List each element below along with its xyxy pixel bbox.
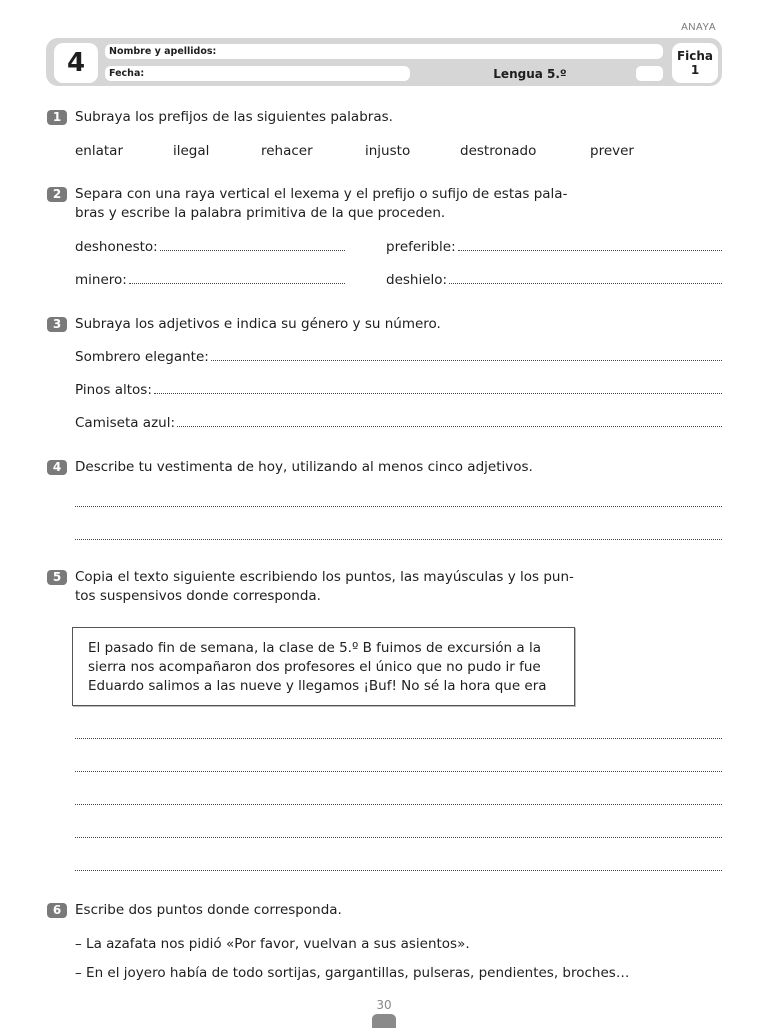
answer-line[interactable] [75, 836, 722, 838]
fill-label: Pinos altos: [75, 382, 152, 398]
question-3-number: 3 [47, 317, 67, 332]
answer-line[interactable] [75, 538, 722, 540]
answer-line[interactable] [458, 249, 722, 251]
fill-label: preferible: [386, 239, 456, 255]
question-2-number: 2 [47, 187, 67, 202]
fill-label: deshielo: [386, 272, 448, 288]
fill-label: Sombrero elegante: [75, 349, 209, 365]
text-line: sierra nos acompañaron dos profesores el único que no pudo ir fue [88, 659, 541, 675]
question-4-number: 4 [47, 460, 67, 475]
answer-line[interactable] [129, 282, 345, 284]
fill-row[interactable] [386, 239, 722, 255]
subject-label: Lengua 5.º [493, 67, 567, 81]
unit-number: 4 [54, 43, 98, 83]
word-item: ilegal [173, 143, 210, 159]
page-number: 30 [376, 998, 392, 1012]
answer-line[interactable] [160, 249, 345, 251]
page-tab [372, 1014, 396, 1028]
question-5-number: 5 [47, 570, 67, 585]
answer-line[interactable] [75, 770, 722, 772]
answer-line[interactable] [154, 392, 722, 394]
prompt-line: bras y escribe la palabra primitiva de la que proceden. [75, 205, 446, 221]
prompt-line: Copia el texto siguiente escribiendo los puntos, las mayúsculas y los pun- [75, 569, 574, 585]
answer-line[interactable] [177, 425, 722, 427]
sentence-line: – La azafata nos pidió «Por favor, vuelvan a sus asientos». [75, 936, 470, 952]
answer-line[interactable] [211, 359, 722, 361]
fill-row[interactable] [75, 382, 722, 398]
question-1-prompt: Subraya los prefijos de las siguientes palabras. [75, 109, 393, 125]
ficha-label: Ficha [676, 49, 714, 63]
ficha-box [672, 43, 718, 83]
date-field[interactable]: Fecha: [105, 66, 410, 81]
fill-label: deshonesto: [75, 239, 158, 255]
question-6-prompt: Escribe dos puntos donde corresponda. [75, 902, 342, 918]
name-field[interactable]: Nombre y apellidos: [105, 44, 663, 59]
answer-line[interactable] [449, 282, 722, 284]
text-line: Eduardo salimos a las nueve y llegamos ¡Buf! No sé la hora que era [88, 678, 547, 694]
text-line: El pasado fin de semana, la clase de 5.º B fuimos de excursión a la [88, 640, 541, 656]
word-item: prever [590, 143, 634, 159]
word-item: destronado [460, 143, 537, 159]
blank-box[interactable] [636, 66, 663, 81]
fill-row[interactable] [75, 415, 722, 431]
fill-label: Camiseta azul: [75, 415, 176, 431]
fill-row[interactable] [386, 272, 722, 288]
answer-line[interactable] [75, 803, 722, 805]
question-3-prompt: Subraya los adjetivos e indica su género y su número. [75, 316, 441, 332]
fill-row[interactable] [75, 239, 345, 255]
word-item: injusto [365, 143, 411, 159]
question-2-prompt [75, 185, 567, 223]
fill-label: minero: [75, 272, 127, 288]
word-item: enlatar [75, 143, 124, 159]
question-6-number: 6 [47, 903, 67, 918]
prompt-line: Separa con una raya vertical el lexema y el prefijo o sufijo de estas pala- [75, 186, 568, 202]
publisher-logo: ANAYA [681, 22, 716, 33]
ficha-number: 1 [690, 63, 700, 77]
prompt-line: tos suspensivos donde corresponda. [75, 588, 321, 604]
question-5-prompt [75, 568, 574, 606]
sentence-line: – En el joyero había de todo sortijas, gargantillas, pulseras, pendientes, broches… [75, 965, 630, 981]
answer-line[interactable] [75, 737, 722, 739]
question-4-prompt: Describe tu vestimenta de hoy, utilizando al menos cinco adjetivos. [75, 459, 533, 475]
question-1-number: 1 [47, 110, 67, 125]
fill-row[interactable] [75, 349, 722, 365]
answer-line[interactable] [75, 505, 722, 507]
answer-line[interactable] [75, 869, 722, 871]
source-text-box [72, 627, 575, 706]
word-item: rehacer [261, 143, 313, 159]
fill-row[interactable] [75, 272, 345, 288]
